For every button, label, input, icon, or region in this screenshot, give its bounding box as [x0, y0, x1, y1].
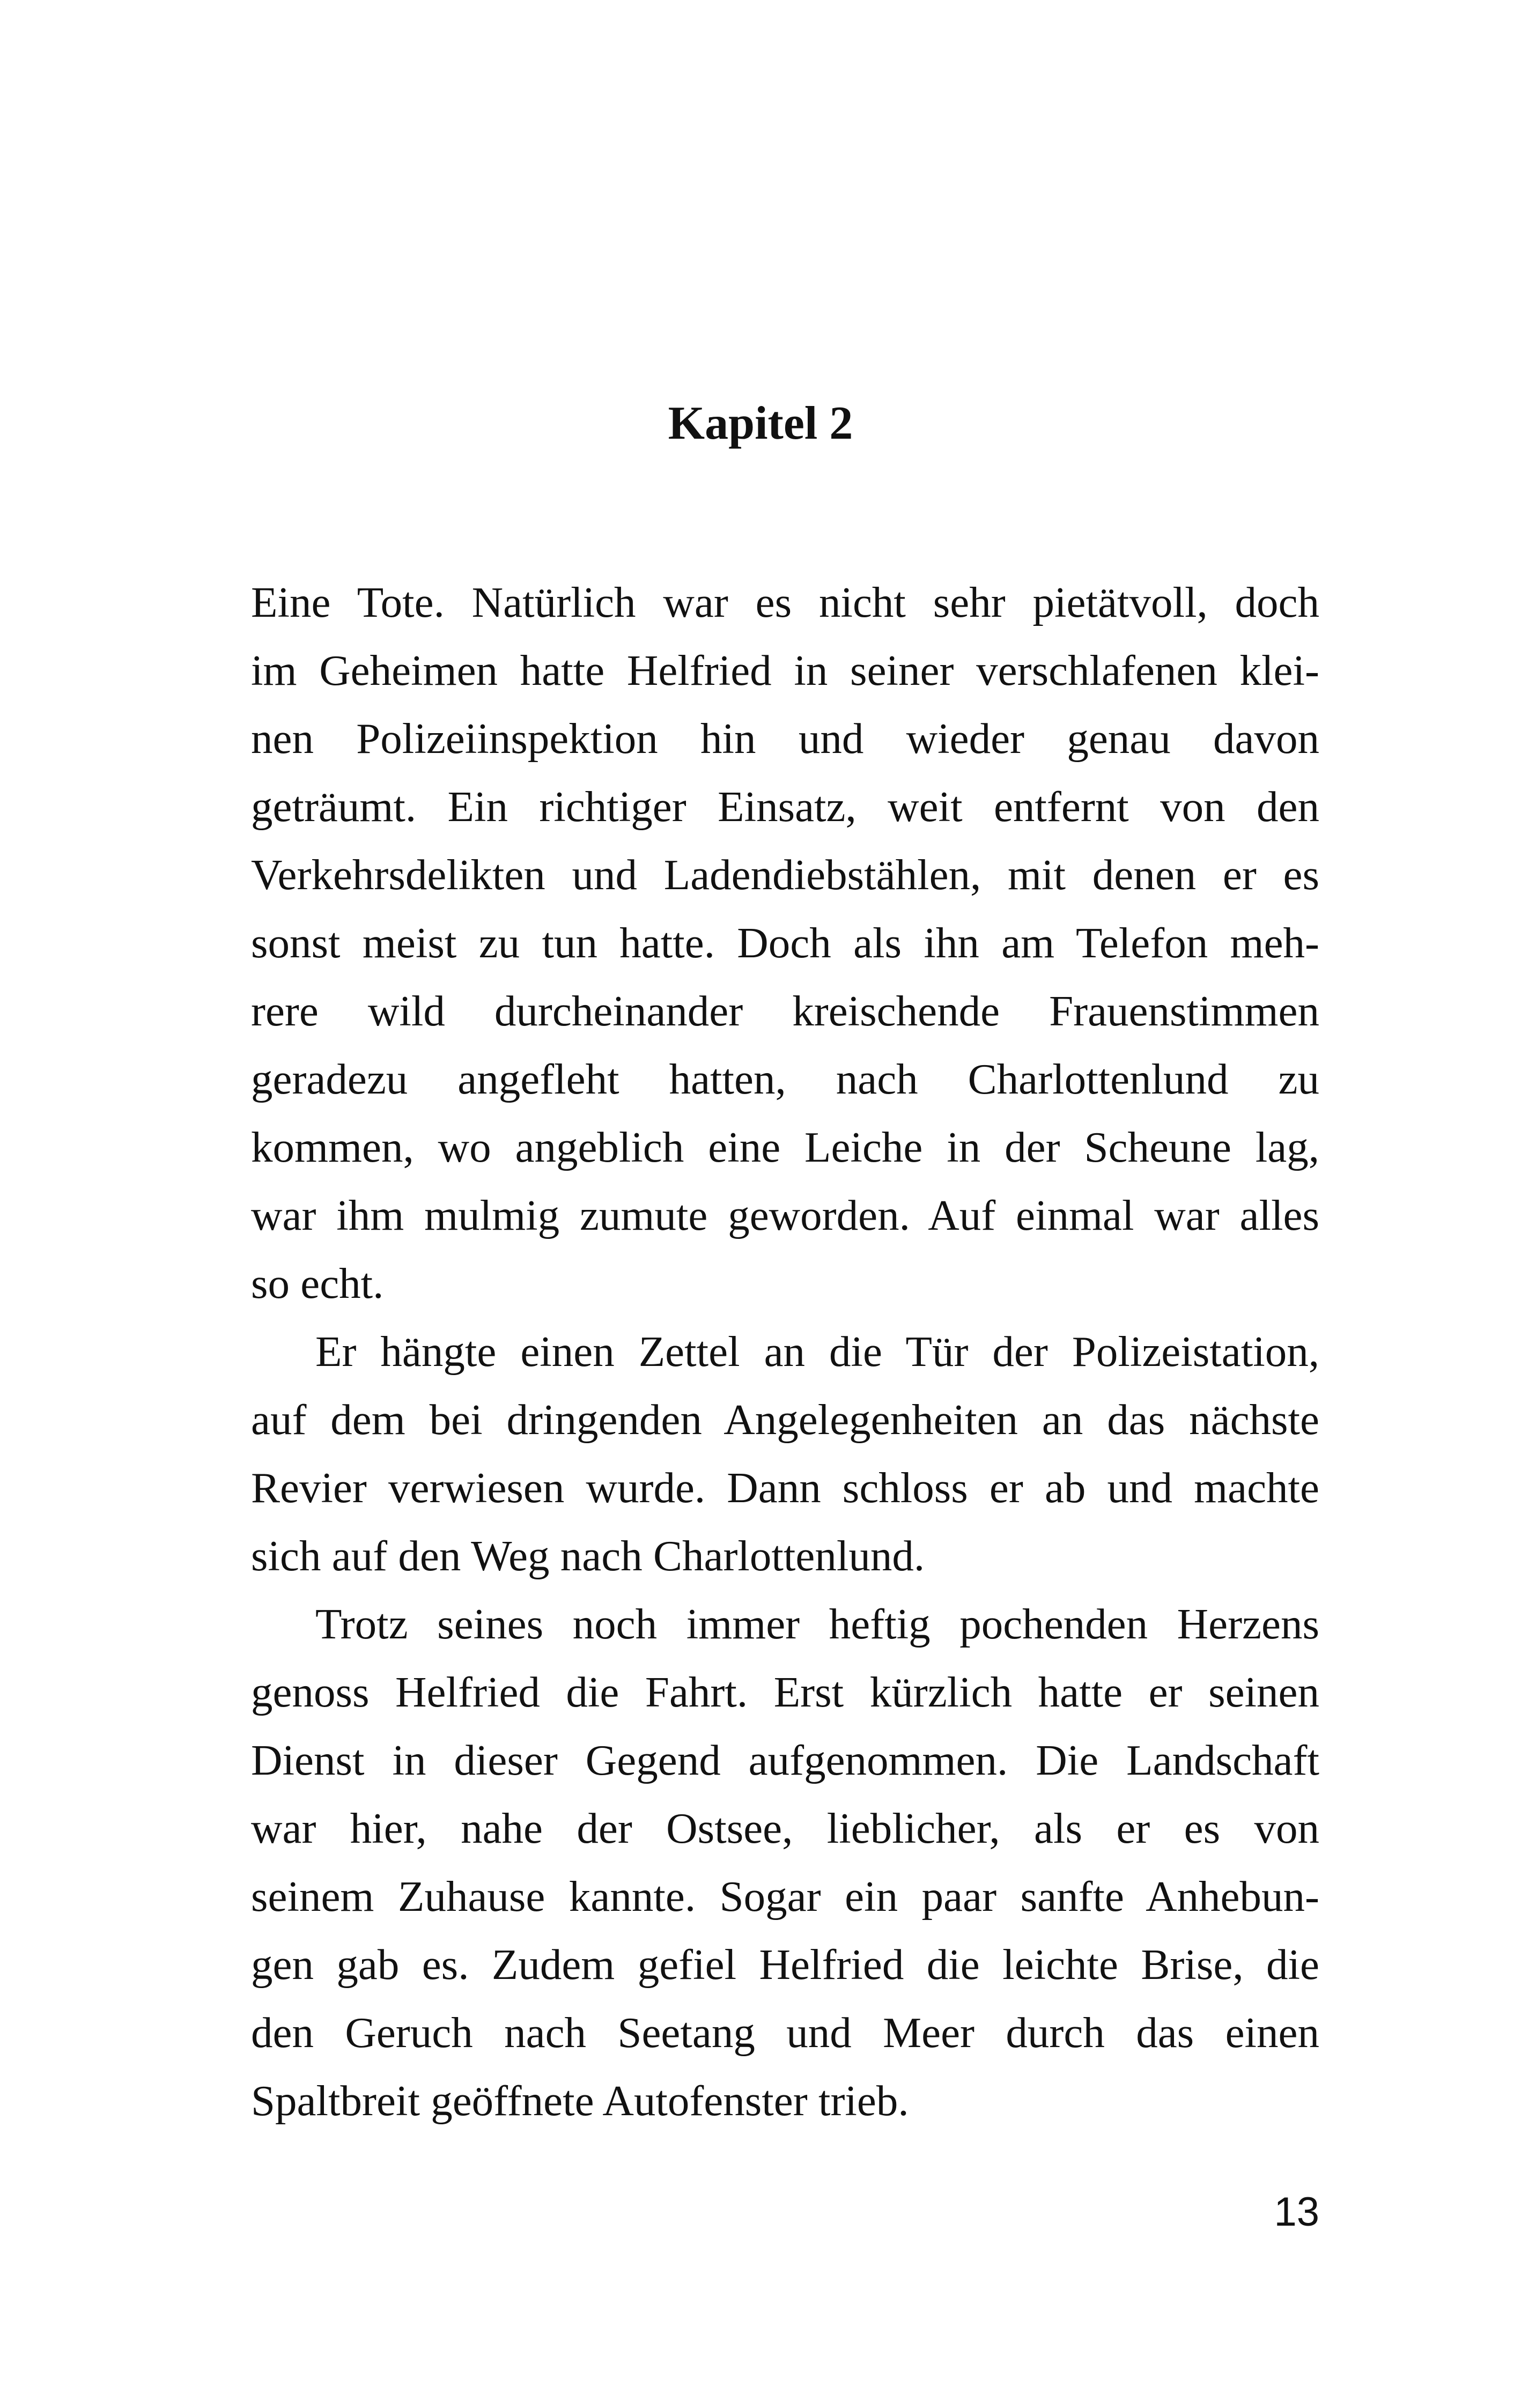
- text-line: Dienst in dieser Gegend aufgenommen. Die Landschaft: [251, 1736, 1319, 1784]
- text-line: Spaltbreit geöffnete Autofenster trieb.: [251, 2077, 909, 2125]
- text-line: Er hängte einen Zettel an die Tür der Polizeistation,: [315, 1327, 1319, 1376]
- text-line: sich auf den Weg nach Charlottenlund.: [251, 1532, 925, 1580]
- text-line: Verkehrsdelikten und Ladendiebstählen, mit denen er es: [251, 851, 1319, 899]
- text-line: im Geheimen hatte Helfried in seiner verschlafenen klei-: [251, 646, 1319, 695]
- page-number: 13: [1274, 2189, 1319, 2235]
- text-line: war hier, nahe der Ostsee, lieblicher, als er es von: [251, 1804, 1319, 1852]
- text-line: genoss Helfried die Fahrt. Erst kürzlich hatte er seinen: [251, 1668, 1319, 1716]
- text-line: Trotz seines noch immer heftig pochenden Herzens: [315, 1600, 1319, 1648]
- body-text: [251, 568, 1319, 2135]
- text-line: Revier verwiesen wurde. Dann schloss er ab und machte: [251, 1464, 1319, 1512]
- text-line: gen gab es. Zudem gefiel Helfried die leichte Brise, die: [251, 1940, 1319, 1989]
- text-line: Eine Tote. Natürlich war es nicht sehr pietätvoll, doch: [251, 578, 1319, 626]
- chapter-title: Kapitel 2: [668, 397, 853, 449]
- text-line: auf dem bei dringenden Angelegenheiten an das nächste: [251, 1395, 1319, 1444]
- text-line: rere wild durcheinander kreischende Frauenstimmen: [251, 987, 1319, 1035]
- text-line: geradezu angefleht hatten, nach Charlottenlund zu: [251, 1055, 1319, 1103]
- text-line: den Geruch nach Seetang und Meer durch das einen: [251, 2008, 1319, 2057]
- text-line: so echt.: [251, 1259, 384, 1308]
- text-line: war ihm mulmig zumute geworden. Auf einmal war alles: [251, 1191, 1319, 1239]
- text-line: kommen, wo angeblich eine Leiche in der Scheune lag,: [251, 1123, 1319, 1171]
- text-line: nen Polizeiinspektion hin und wieder genau davon: [251, 714, 1319, 763]
- text-line: seinem Zuhause kannte. Sogar ein paar sanfte Anhebun-: [251, 1872, 1319, 1921]
- text-line: sonst meist zu tun hatte. Doch als ihn am Telefon meh-: [251, 919, 1319, 967]
- text-line: geträumt. Ein richtiger Einsatz, weit entfernt von den: [251, 782, 1319, 831]
